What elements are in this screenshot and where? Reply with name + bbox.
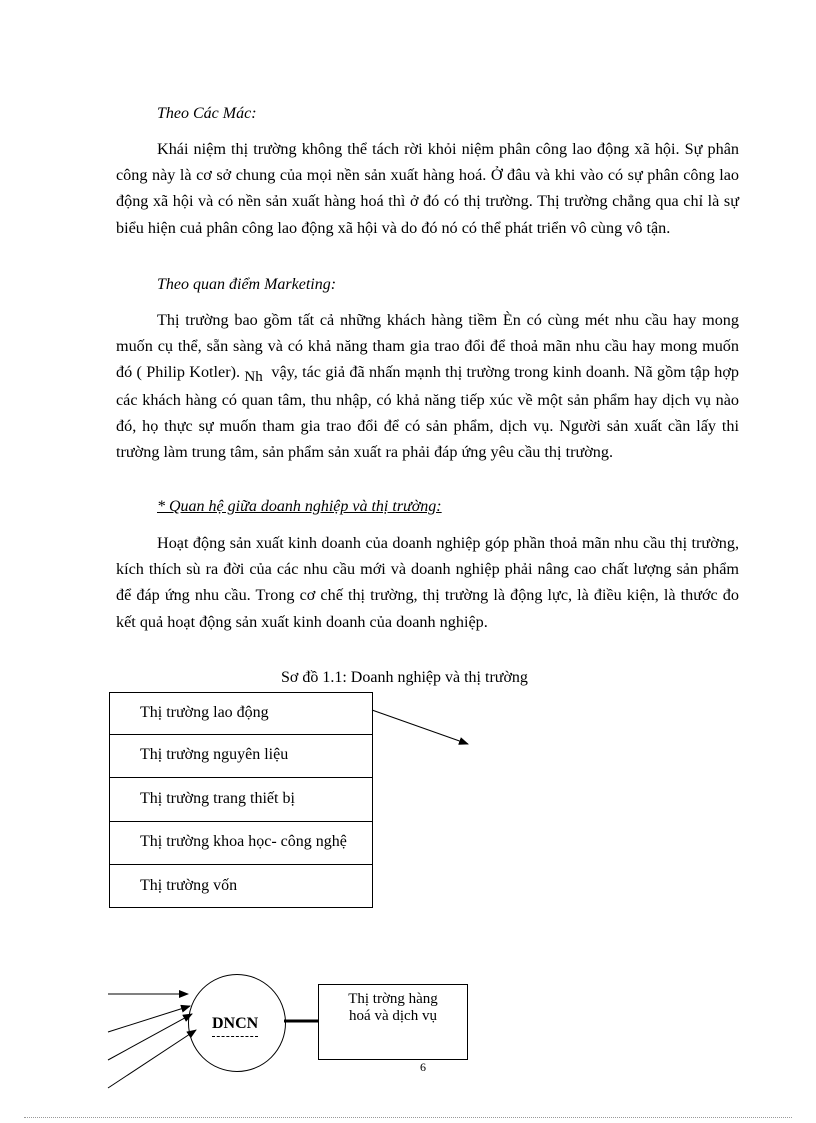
paragraph-marketing-nh: Nh bbox=[244, 369, 263, 386]
arrow-to-right bbox=[372, 710, 468, 744]
heading-marketing: Theo quan điểm Marketing: bbox=[157, 276, 337, 293]
goods-box-line1: Thị trờng hàng bbox=[348, 991, 438, 1007]
market-cell-equipment: Thị trường trang thiết bị bbox=[110, 778, 372, 822]
arrow-input-3 bbox=[108, 1014, 192, 1060]
paragraph-relation: Hoạt động sản xuất kinh doanh của doanh nghiệp góp phần thoả mãn nhu cầu thị trường, kích thích sù ra đời của các nhu cầu mới và doanh nghiệp phải nâng cao chất lượng sản phẩm để đáp ứng nhu cầu. Trong cơ chế thị trường, thị trường là động lực, là điều kiện, là thước đo kết quả hoạt động sản xuất kinh doanh của doanh nghiệp. bbox=[116, 534, 739, 631]
diagram-caption: Sơ đồ 1.1: Doanh nghiệp và thị trường bbox=[281, 669, 528, 686]
market-cell-materials: Thị trường nguyên liệu bbox=[110, 735, 372, 778]
dncn-label: DNCN bbox=[212, 1014, 258, 1037]
goods-box-line2: hoá và dịch vụ bbox=[349, 1008, 437, 1024]
paragraph-marketing-part1: Thị trường bao gồm tất cả những khách hàng tiềm Èn có cùng mét nhu cầu hay mong muốn cụ thể, sẵn sàng và có khả năng tham gia trao đổi để thoả mãn nhu cầu hay mong muốn đó ( Philip Kotler). bbox=[116, 311, 739, 382]
arrow-input-2 bbox=[108, 1006, 190, 1032]
heading-relation: * Quan hệ giữa doanh nghiệp và thị trường: bbox=[157, 498, 442, 515]
market-cell-capital: Thị trường vốn bbox=[140, 877, 238, 894]
heading-marx: Theo Các Mác: bbox=[157, 105, 257, 122]
arrow-input-4 bbox=[108, 1030, 196, 1088]
market-cell-labor: Thị trường lao động bbox=[110, 693, 372, 735]
footer-divider bbox=[24, 1117, 792, 1118]
market-cell-technology: Thị trường khoa học- công nghệ bbox=[110, 822, 372, 865]
paragraph-marx: Khái niệm thị trường không thể tách rời khỏi niệm phân công lao động xã hội. Sự phân công này là cơ sở chung của mọi nền sản xuất hàng hoá. Ở đâu và khi vào có sự phân công lao động xã hội và có nền sản xuất hàng hoá thì ở đó có thị trường. Thị trường chẳng qua chỉ là sự biểu hiện cuả phân công lao động xã hội và do đó nó có thể phát triển vô cùng vô tận. bbox=[116, 140, 739, 237]
goods-services-market-box bbox=[318, 984, 468, 1060]
paragraph-marketing-part2: vậy, tác giả đã nhấn mạnh thị trường trong kinh doanh. Nã gồm tập hợp các khách hàng có quan tâm, thu nhập, có khả năng tiếp xúc về một sản phẩm hay dịch vụ nào đó, họ thực sự muốn tham gia trao đổi để có sản phẩm, dịch vụ. Người sản xuất cần lấy thi trường làm trung tâm, sản phẩm sản xuất ra phải đáp ứng yêu cầu thị trường. bbox=[116, 363, 740, 462]
page-number: 6 bbox=[420, 1060, 426, 1074]
